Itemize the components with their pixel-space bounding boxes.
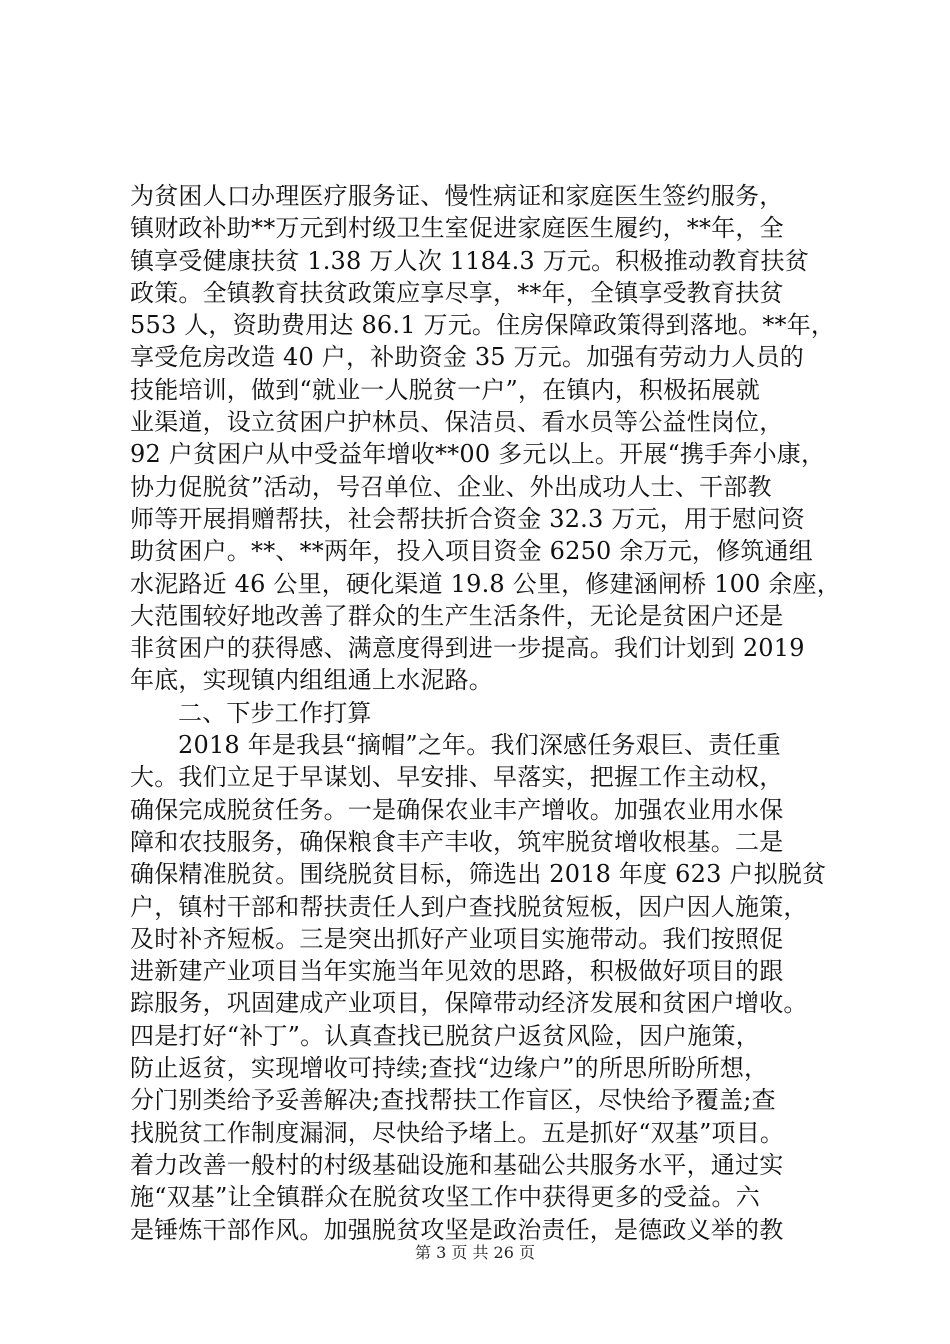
text-line: 踪服务，巩固建成产业项目，保障带动经济发展和贫困户增收。	[130, 989, 808, 1018]
text-line: 镇财政补助**万元到村级卫生室促进家庭医生履约，**年，全	[130, 214, 784, 243]
text-line: 非贫困户的获得感、满意度得到进一步提高。我们计划到 2019	[130, 634, 805, 663]
text-line: 户，镇村干部和帮扶责任人到户查找脱贫短板，因户因人施策，	[130, 892, 808, 921]
text-line: 师等开展捐赠帮扶，社会帮扶折合资金 32.3 万元，用于慰问资	[130, 504, 805, 533]
text-line: 找脱贫工作制度漏洞，尽快给予堵上。五是抓好“双基”项目。	[130, 1118, 785, 1147]
text-line: 年底，实现镇内组组通上水泥路。	[130, 666, 493, 695]
text-line: 2018 年是我县“摘帽”之年。我们深感任务艰巨、责任重	[178, 731, 781, 760]
text-line: 协力促脱贫”活动，号召单位、企业、外出成功人士、干部教	[130, 472, 772, 501]
text-line: 分门别类给予妥善解决;查找帮扶工作盲区，尽快给予覆盖;查	[130, 1086, 776, 1115]
text-line: 助贫困户。**、**两年，投入项目资金 6250 余万元，修筑通组	[130, 537, 813, 566]
text-line: 是锤炼干部作风。加强脱贫攻坚是政治责任，是德政义举的教	[130, 1215, 784, 1244]
text-line: 确保精准脱贫。围绕脱贫目标，筛选出 2018 年度 623 户拟脱贫	[130, 860, 827, 889]
text-line: 水泥路近 46 公里，硬化渠道 19.8 公里，修建涵闸桥 100 余座，	[130, 569, 841, 598]
text-line: 障和农技服务，确保粮食丰产丰收，筑牢脱贫增收根基。二是	[130, 827, 784, 856]
text-line: 政策。全镇教育扶贫政策应享尽享，**年，全镇享受教育扶贫	[130, 278, 784, 307]
text-line: 四是打好“补丁”。认真查找已脱贫户返贫风险，因户施策，	[130, 1021, 760, 1050]
text-line: 大。我们立足于早谋划、早安排、早落实，把握工作主动权，	[130, 763, 784, 792]
text-line: 大范围较好地改善了群众的生产生活条件，无论是贫困户还是	[130, 601, 784, 630]
text-line: 及时补齐短板。三是突出抓好产业项目实施带动。我们按照促	[130, 924, 784, 953]
text-line: 施“双基”让全镇群众在脱贫攻坚工作中获得更多的受益。六	[130, 1183, 760, 1212]
text-line: 确保完成脱贫任务。一是确保农业丰产增收。加强农业用水保	[130, 795, 784, 824]
text-line: 进新建产业项目当年实施当年见效的思路，积极做好项目的跟	[130, 957, 784, 986]
text-line: 享受危房改造 40 户，补助资金 35 万元。加强有劳动力人员的	[130, 343, 804, 372]
text-line: 553 人，资助费用达 86.1 万元。住房保障政策得到落地。**年，	[130, 311, 836, 340]
document-body	[130, 180, 841, 1246]
text-line: 为贫困人口办理医疗服务证、慢性病证和家庭医生签约服务，	[130, 182, 784, 210]
text-line: 92 户贫困户从中受益年增收**00 多元以上。开展“携手奔小康，	[130, 440, 826, 469]
text-line: 业渠道，设立贫困户护林员、保洁员、看水员等公益性岗位，	[130, 408, 784, 437]
text-line: 镇享受健康扶贫 1.38 万人次 1184.3 万元。积极推动教育扶贫	[130, 246, 809, 275]
text-line: 技能培训，做到“就业一人脱贫一户”，在镇内，积极拓展就	[130, 375, 760, 404]
text-line: 防止返贫，实现增收可持续;查找“边缘户”的所思所盼所想，	[130, 1054, 769, 1083]
page-number-footer: 第 3 页 共 26 页	[415, 1243, 535, 1262]
text-line: 着力改善一般村的村级基础设施和基础公共服务水平，通过实	[130, 1150, 784, 1179]
section-heading: 二、下步工作打算	[178, 698, 372, 727]
